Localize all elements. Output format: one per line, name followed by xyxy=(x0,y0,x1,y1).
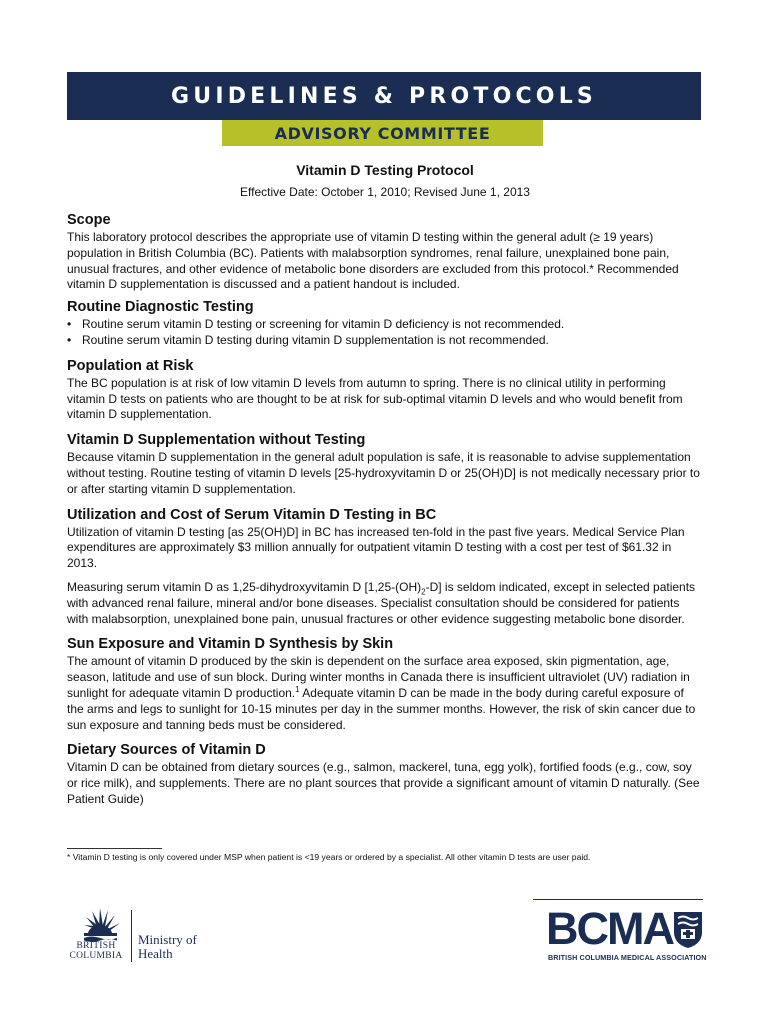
list-item xyxy=(67,333,703,349)
footnote: * Vitamin D testing is only covered under MSP when patient is <19 years or ordered by a specialist. All other vitamin D tests are user paid. xyxy=(67,852,591,862)
dietary-heading: Dietary Sources of Vitamin D xyxy=(67,742,266,759)
population-body: The BC population is at risk of low vitamin D levels from autumn to spring. There is no clinical utility in performing vitamin D tests on patients who are thought to be at risk for sub-optimal vitamin D levels and who would benefit from vitamin D supplementation. xyxy=(67,375,683,422)
sub-banner-title: ADVISORY COMMITTEE xyxy=(274,123,491,143)
document-title: Vitamin D Testing Protocol xyxy=(296,162,474,178)
scope-heading: Scope xyxy=(67,212,111,228)
population-section xyxy=(67,357,703,423)
bc-logo-wordmark: BRITISH COLUMBIA xyxy=(69,941,123,961)
bullet-text: Routine serum vitamin D testing during vitamin D supplementation is not recommended. xyxy=(82,332,549,347)
dietary-body: Vitamin D can be obtained from dietary sources (e.g., salmon, mackerel, tuna, egg yolk), fortified foods (e.g., cow, soy or rice milk), and supplements. There are no plant sources that provide a significant amount of vitamin D naturally. (See Patient Guide) xyxy=(67,760,700,806)
routine-testing-section xyxy=(67,298,703,349)
sun-exposure-heading: Sun Exposure and Vitamin D Synthesis by Skin xyxy=(67,636,394,653)
sun-exposure-section xyxy=(67,635,703,733)
bullet-text: Routine serum vitamin D testing or screening for vitamin D deficiency is not recommended. xyxy=(82,317,565,332)
document-body xyxy=(67,211,703,816)
bullet-icon: • xyxy=(67,317,72,332)
utilization-heading: Utilization and Cost of Serum Vitamin D Testing in BC xyxy=(67,506,437,523)
supplementation-section xyxy=(67,431,703,497)
sun-exposure-body: The amount of vitamin D produced by the skin is dependent on the surface area exposed, skin pigmentation, age, season, latitude and use of sun block. During winter months in Canada there is insufficient ultraviolet (UV) radiation in sunlight for adequate vitamin D production.$^1$ Adequate vitamin D can be made in the body during careful exposure of the arms and legs to sunlight for 10-15 minutes per day in the summer months. However, the risk of skin cancer due to sun exposure and tanning beds must be considered. xyxy=(67,654,696,732)
routine-testing-heading: Routine Diagnostic Testing xyxy=(67,299,254,316)
bullet-icon: • xyxy=(67,332,72,347)
bcma-logo-text: BCMA xyxy=(546,903,673,954)
list-item xyxy=(67,317,703,333)
dietary-section xyxy=(67,741,703,807)
scope-body: This laboratory protocol describes the appropriate use of vitamin D testing within the general adult (≥ 19 years) population in British Columbia (BC). Patients with malabsorption syndromes, renal failure, unexplained bone pain, unusual fractures, and other evidence of metabolic bone disorders are excluded from this protocol.* Recommended vitamin D supplementation is discussed and a patient handout is included. xyxy=(67,230,679,292)
logo-divider xyxy=(131,910,132,962)
guidelines-banner xyxy=(67,72,701,120)
banner-title: GUIDELINES & PROTOCOLS xyxy=(171,83,597,109)
bcma-top-rule xyxy=(533,899,703,900)
bcma-shield-icon xyxy=(672,910,704,950)
utilization-body-2: Measuring serum vitamin D as 1,25-dihydroxyvitamin D $[1,25-(OH)_2-D]$ is seldom indicated, except in selected patients with advanced renal failure, mineral and/or bone diseases. Specialist consultation should be considered for patients with malabsorption, unexplained bone pain, unusual fractures or other evidence suggesting metabolic bone disorder. xyxy=(67,579,696,626)
utilization-section xyxy=(67,506,703,628)
population-heading: Population at Risk xyxy=(67,357,194,374)
advisory-committee-banner xyxy=(222,120,543,146)
footnote-divider xyxy=(67,848,162,849)
effective-date: Effective Date: October 1, 2010; Revised June 1, 2013 xyxy=(240,185,530,199)
ministry-of-health-label: Ministry of Health xyxy=(138,932,197,961)
utilization-body-1: Utilization of vitamin D testing [as 25(OH)D] in BC has increased ten-fold in the past five years. Medical Service Plan expenditures are approximately $3 million annually for outpatient vitamin D testing with a cost per test of $61.32 in 2013. xyxy=(67,524,685,571)
supplementation-heading: Vitamin D Supplementation without Testing xyxy=(67,432,366,449)
scope-section xyxy=(67,211,703,293)
routine-testing-list xyxy=(67,317,703,349)
supplementation-body: Because vitamin D supplementation in the general adult population is safe, it is reasonable to advise supplementation without testing. Routine testing of vitamin D levels [25-hydroxyvitamin D or 25(OH)D] is not medically necessary prior to or after starting vitamin D supplementation. xyxy=(67,450,700,496)
bcma-full-name: BRITISH COLUMBIA MEDICAL ASSOCIATION xyxy=(548,953,707,962)
